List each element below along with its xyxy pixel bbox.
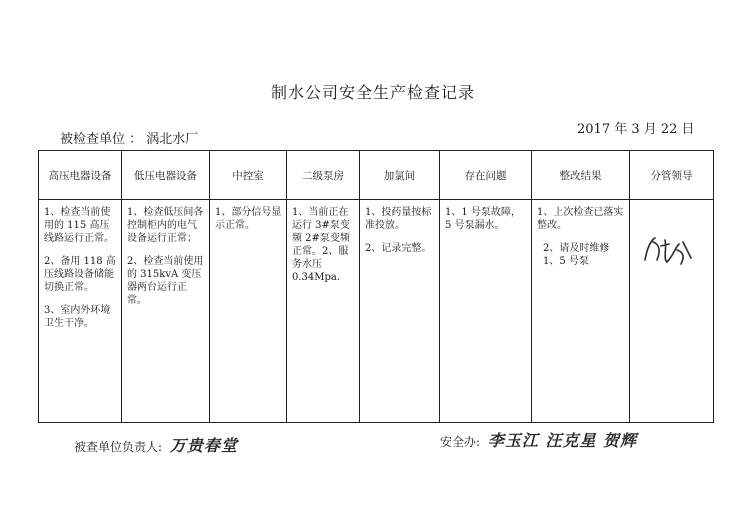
- chlorination-item: 1、投药量按标准投放。: [365, 207, 432, 231]
- leader-signature: [639, 230, 699, 270]
- rectification-item: 2、请及时维修 1、5 号泵: [543, 243, 610, 267]
- safety-office: [440, 428, 637, 451]
- header-pump-room: 二级泵房: [287, 151, 360, 200]
- high-voltage-item: 3、室内外环境卫生干净。: [44, 305, 111, 329]
- inspected-unit-label: 被检查单位 ：: [60, 132, 143, 147]
- header-problems: 存在问题: [440, 151, 532, 200]
- cell-pump-room: [287, 200, 360, 423]
- inspected-responsible: [74, 433, 238, 456]
- inspection-date: 2017 年 3 月 22 日: [577, 122, 695, 137]
- cell-leader-signature: [630, 200, 714, 423]
- low-voltage-item: 1、检查低压间各控制柜内的电气设备运行正常；: [127, 207, 204, 244]
- pump-room-item: 1、当前正在运行 3#泵变频 2#泵变频正常。2、服务水压 0.34Mpa.: [292, 207, 350, 283]
- cell-control-room: [210, 200, 287, 423]
- high-voltage-item: 1、检查当前使用的 115 高压线路运行正常。: [44, 207, 114, 244]
- inspected-unit-value: 涡北水厂: [146, 132, 199, 147]
- header-low-voltage: 低压电器设备: [122, 151, 210, 200]
- rectification-item: 1、上次检查已落实整改。: [537, 207, 624, 231]
- safety-office-label: 安全办:: [440, 435, 481, 449]
- inspected-responsible-label: 被查单位负责人:: [74, 440, 163, 454]
- cell-problems: [440, 200, 532, 423]
- header-rectification: 整改结果: [532, 151, 630, 200]
- header-control-room: 中控室: [210, 151, 287, 200]
- cell-low-voltage: [122, 200, 210, 423]
- cell-rectification: [532, 200, 630, 423]
- header-leader: 分管领导: [630, 151, 714, 200]
- table-row: [39, 200, 714, 423]
- cell-chlorination: [360, 200, 440, 423]
- low-voltage-item: 2、检查当前使用的 315kvA 变压器两台运行正常。: [127, 256, 204, 306]
- high-voltage-item: 2、备用 118 高压线路设备储能切换正常。: [44, 256, 116, 293]
- header-chlorination: 加氯间: [360, 151, 440, 200]
- problem-item: 1、1 号泵故障，5 号泵漏水。: [445, 207, 521, 231]
- inspected-responsible-signature: 万贵春堂: [169, 436, 238, 455]
- safety-office-signatures: 李玉江 汪克星 贺辉: [487, 431, 638, 450]
- chlorination-item: 2、记录完整。: [365, 243, 432, 254]
- table-header-row: [39, 151, 714, 200]
- control-room-item: 1、部分信号显示正常。: [215, 207, 282, 231]
- inspected-unit: [60, 128, 198, 147]
- page-title: 制水公司安全生产检查记录: [270, 83, 475, 102]
- cell-high-voltage: [39, 200, 122, 423]
- header-high-voltage: 高压电器设备: [39, 151, 122, 200]
- inspection-table: [38, 150, 714, 423]
